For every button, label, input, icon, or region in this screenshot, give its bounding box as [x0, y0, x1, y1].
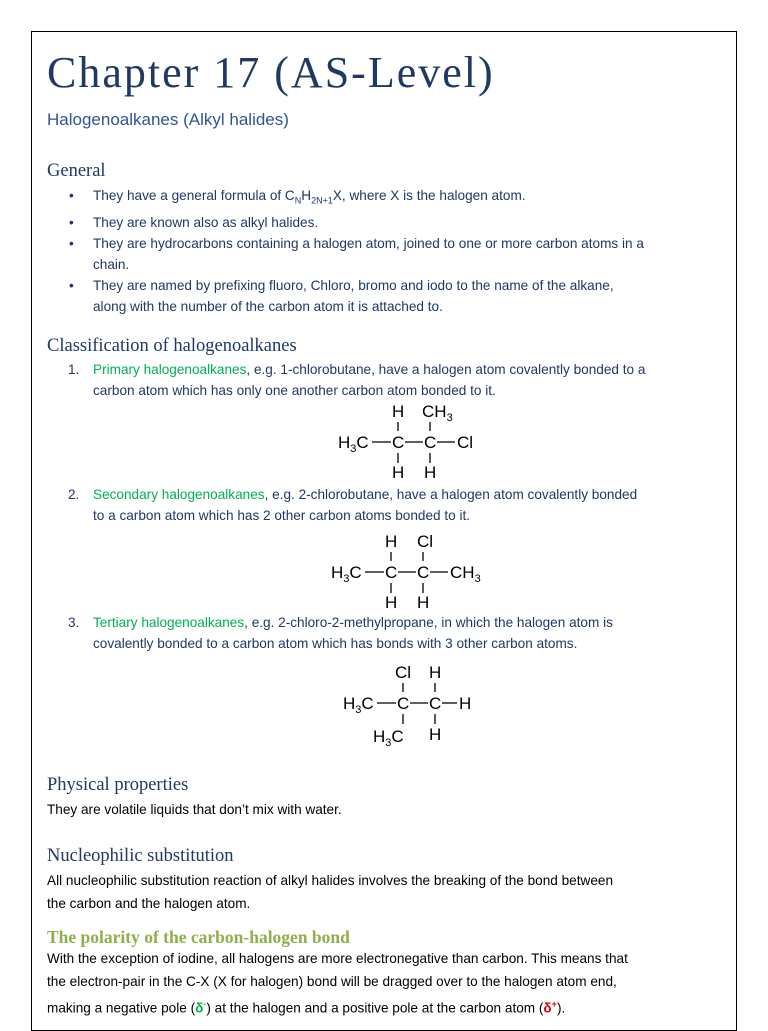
structure-2-chlorobutane: [325, 528, 505, 618]
atom-label: H: [424, 463, 437, 482]
item-text: to a carbon atom which has 2 other carbon atoms bonded to it.: [93, 508, 471, 523]
page-subtitle: Halogenoalkanes (Alkyl halides): [47, 110, 289, 129]
item-text: , e.g. 1-chlorobutane, have a halogen atom covalently bonded to a: [246, 362, 646, 377]
polarity-text: [47, 947, 628, 1020]
item-text: carbon atom which has only one another carbon atom bonded to it.: [93, 383, 496, 398]
atom-label: C: [429, 694, 442, 713]
atom-label: C: [392, 433, 405, 452]
atom-label: H: [385, 593, 398, 612]
classification-heading: Classification of halogenoalkanes: [47, 336, 297, 356]
item-term: Tertiary halogenoalkanes: [93, 615, 245, 630]
atom-label: $CH_3$: [422, 402, 453, 424]
item-number: 2.: [68, 487, 80, 502]
structure-1-chlorobutane: [332, 398, 492, 488]
item-text: , e.g. 2-chlorobutane, have a halogen atom covalently bonded: [264, 487, 638, 502]
physical-heading: Physical properties: [47, 775, 189, 795]
nucleophilic-text: [47, 869, 613, 915]
bullet-text: chain.: [93, 256, 130, 272]
paragraph-line: All nucleophilic substitution reaction of alkyl halides involves the breaking of the bond between: [47, 873, 613, 888]
item-term: Secondary halogenoalkanes: [93, 487, 265, 502]
list-item: [47, 275, 737, 317]
polarity-heading: The polarity of the carbon-halogen bond: [47, 927, 350, 947]
bullet-text: They are named by prefixing fluoro, Chloro, bromo and iodo to the name of the alkane,: [93, 277, 614, 293]
atom-label: $H_3C$: [338, 433, 369, 455]
atom-label: H: [392, 463, 405, 482]
item-number: 1.: [68, 362, 80, 377]
delta-minus-symbol: δ: [195, 1000, 204, 1016]
atom-label: C: [424, 433, 437, 452]
item-number: 3.: [68, 615, 80, 630]
nucleophilic-heading: Nucleophilic substitution: [47, 846, 234, 866]
atom-label: H: [459, 694, 472, 713]
subscript: 2N+1: [311, 195, 333, 206]
structure-2-chloro-2-methylpropane: [337, 659, 497, 754]
atom-label: C: [397, 694, 410, 713]
atom-label: C: [385, 563, 398, 582]
subscript: N: [294, 195, 302, 206]
atom-label: C: [417, 563, 430, 582]
paragraph-line: the electron-pair in the C-X (X for halogen) bond will be dragged over to the halogen atom end,: [47, 974, 617, 989]
document-page: [31, 31, 737, 1031]
paragraph-line: making a negative pole (: [47, 1000, 196, 1016]
physical-text: They are volatile liquids that don’t mix with water.: [47, 802, 342, 817]
delta-plus-symbol: δ: [543, 1000, 552, 1016]
atom-label: H: [417, 593, 430, 612]
bullet-text: along with the number of the carbon atom it is attached to.: [93, 298, 443, 314]
bullet-text: They are known also as alkyl halides.: [93, 214, 319, 230]
atom-label: H: [429, 725, 442, 744]
plus-superscript: +: [551, 999, 557, 1009]
paragraph-line: the carbon and the halogen atom.: [47, 896, 251, 911]
list-item: [47, 212, 737, 233]
bullet-text: H: [301, 188, 312, 203]
atom-label: $CH_3$: [450, 563, 481, 585]
list-item: [47, 233, 737, 275]
minus-superscript: -: [203, 999, 207, 1009]
atom-label: Cl: [417, 532, 434, 551]
atom-label: Cl: [457, 433, 474, 452]
bullet-text: They are hydrocarbons containing a halogen atom, joined to one or more carbon atoms in a: [93, 235, 644, 251]
item-text: , e.g. 2-chloro-2-methylpropane, in which the halogen atom is: [244, 615, 613, 630]
paragraph-line: With the exception of iodine, all halogens are more electronegative than carbon. This means that: [47, 951, 628, 966]
list-item: [47, 185, 737, 212]
paragraph-line: ) at the halogen and a positive pole at the carbon atom (: [206, 1000, 544, 1016]
atom-label: $H_3C$: [343, 694, 374, 716]
paragraph-line: ).: [556, 1000, 566, 1016]
bullet-text: X, where X is the halogen atom.: [332, 188, 526, 203]
atom-label: $H_3C$: [331, 563, 362, 585]
atom-label: $H_3C$: [373, 727, 404, 749]
item-term: Primary halogenoalkanes: [93, 362, 247, 377]
item-text: covalently bonded to a carbon atom which has bonds with 3 other carbon atoms.: [93, 636, 578, 651]
atom-label: H: [392, 402, 405, 421]
atom-label: Cl: [395, 663, 412, 682]
general-heading: General: [47, 161, 106, 181]
general-bullet-list: [47, 185, 737, 317]
bullet-text: They have a general formula of C: [93, 188, 295, 203]
page-title: Chapter 17 (AS-Level): [47, 48, 495, 97]
atom-label: H: [429, 663, 442, 682]
atom-label: H: [385, 532, 398, 551]
